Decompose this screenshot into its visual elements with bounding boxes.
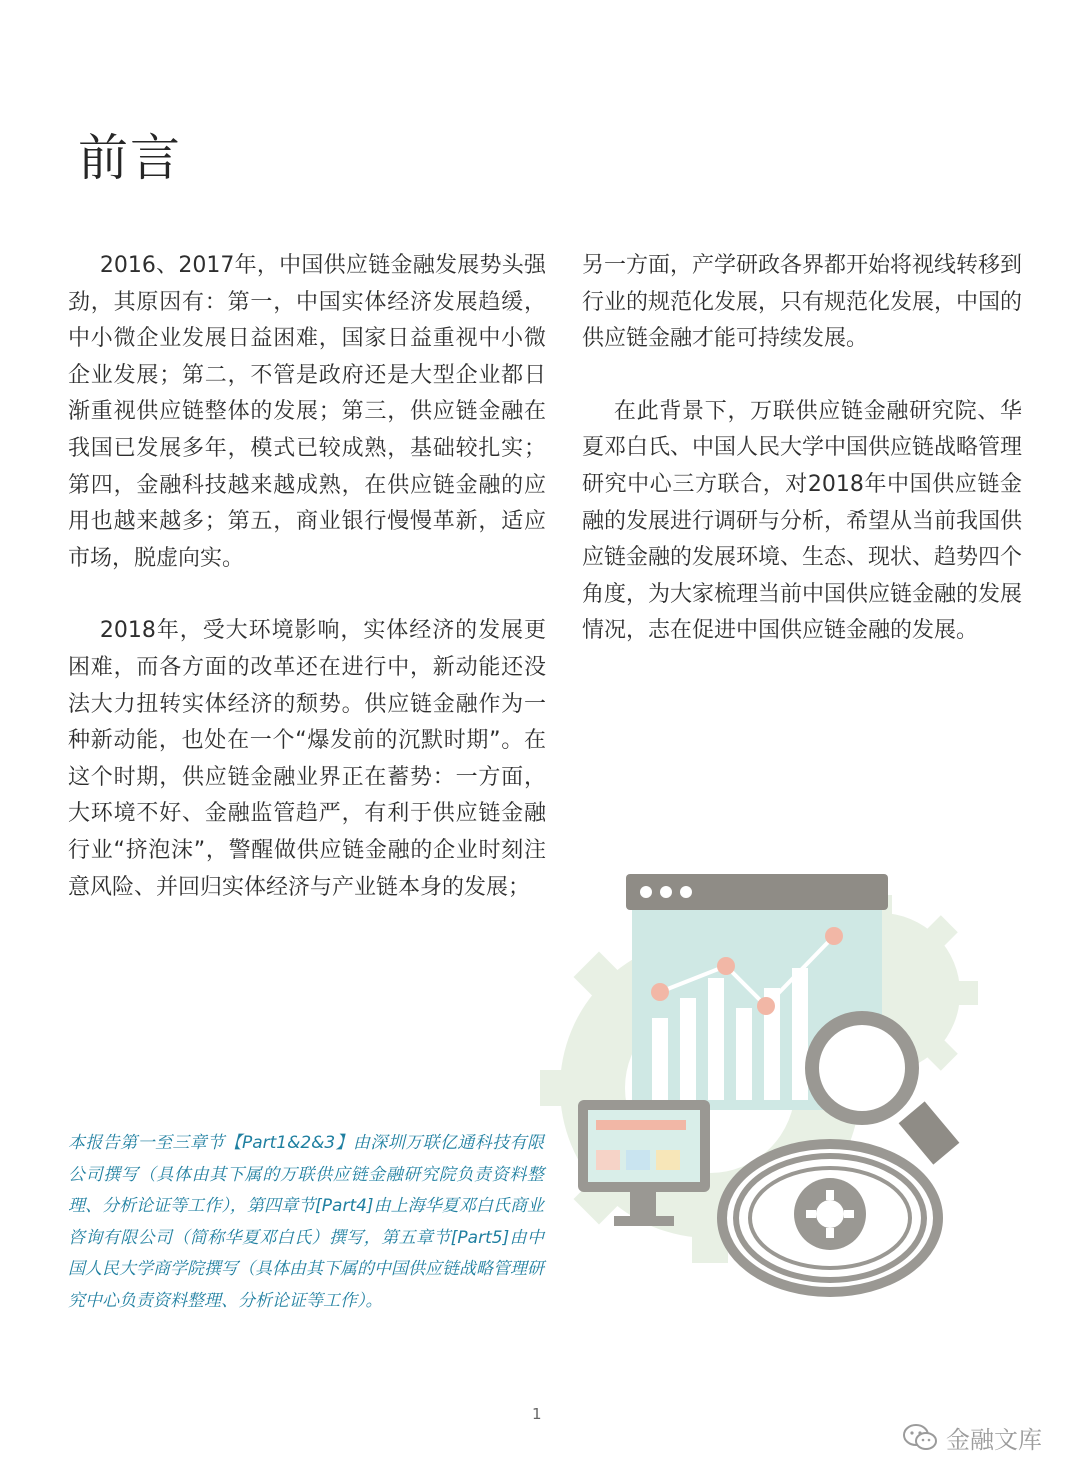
paragraph: 2018年，受大环境影响，实体经济的发展更困难，而各方面的改革还在进行中，新动能还没法大力扭转实体经济的颓势。供应链金融作为一种新动能，也处在一个“爆发前的沉默时期”。在这个时期，供应链金融业界正在蓄势：一方面，大环境不好、金融监管趋严，有利于供应链金融行业“挤泡沫”，警醒做供应链金融的企业时刻注意风险、并回归实体经济与产业链本身的发展； <box>68 618 546 900</box>
right-column <box>582 248 1022 650</box>
paragraph: 另一方面，产学研政各界都开始将视线转移到行业的规范化发展，只有规范化发展，中国的供应链金融才能可持续发展。 <box>582 253 1023 352</box>
wechat-icon <box>902 1423 938 1453</box>
paragraph: 在此背景下，万联供应链金融研究院、华夏邓白氏、中国人民大学中国供应链战略管理研究中心三方联合，对2018年中国供应链金融的发展进行调研与分析，希望从当前我国供应链金融的发展环境、生态、现状、趋势四个角度，为大家梳理当前中国供应链金融的发展情况，志在促进中国供应链金融的发展。 <box>582 398 1023 644</box>
page-title: 前言 <box>78 129 182 187</box>
watermark <box>902 1420 1042 1455</box>
page-number: 1 <box>532 1405 542 1423</box>
eye-icon <box>722 1144 938 1292</box>
paragraph: 2016、2017年，中国供应链金融发展势头强劲，其原因有：第一，中国实体经济发展趋缓，中小微企业发展日益困难，国家日益重视中小微企业发展；第二，不管是政府还是大型企业都日渐重视供应链整体的发展；第三，供应链金融在我国已发展多年，模式已较成熟，基础较扎实；第四，金融科技越来越成熟，在供应链金融的应用也越来越多；第五，商业银行慢慢革新，适应市场，脱虚向实。 <box>68 253 546 571</box>
watermark-text: 金融文库 <box>946 1426 1042 1454</box>
report-illustration <box>540 868 1040 1328</box>
left-column <box>68 248 546 906</box>
authorship-note: 本报告第一至三章节【Part1&2&3】由深圳万联亿通科技有限公司撰写（具体由其下属的万联供应链金融研究院负责资料整理、分析论证等工作），第四章节[Part4]由上海华夏邓白氏商业咨询有限公司（简称华夏邓白氏）撰写，第五章节[Part5]由中国人民大学商学院撰写（具体由其下属的中国供应链战略管理研究中心负责资料整理、分析论证等工作）。 <box>68 1133 544 1311</box>
